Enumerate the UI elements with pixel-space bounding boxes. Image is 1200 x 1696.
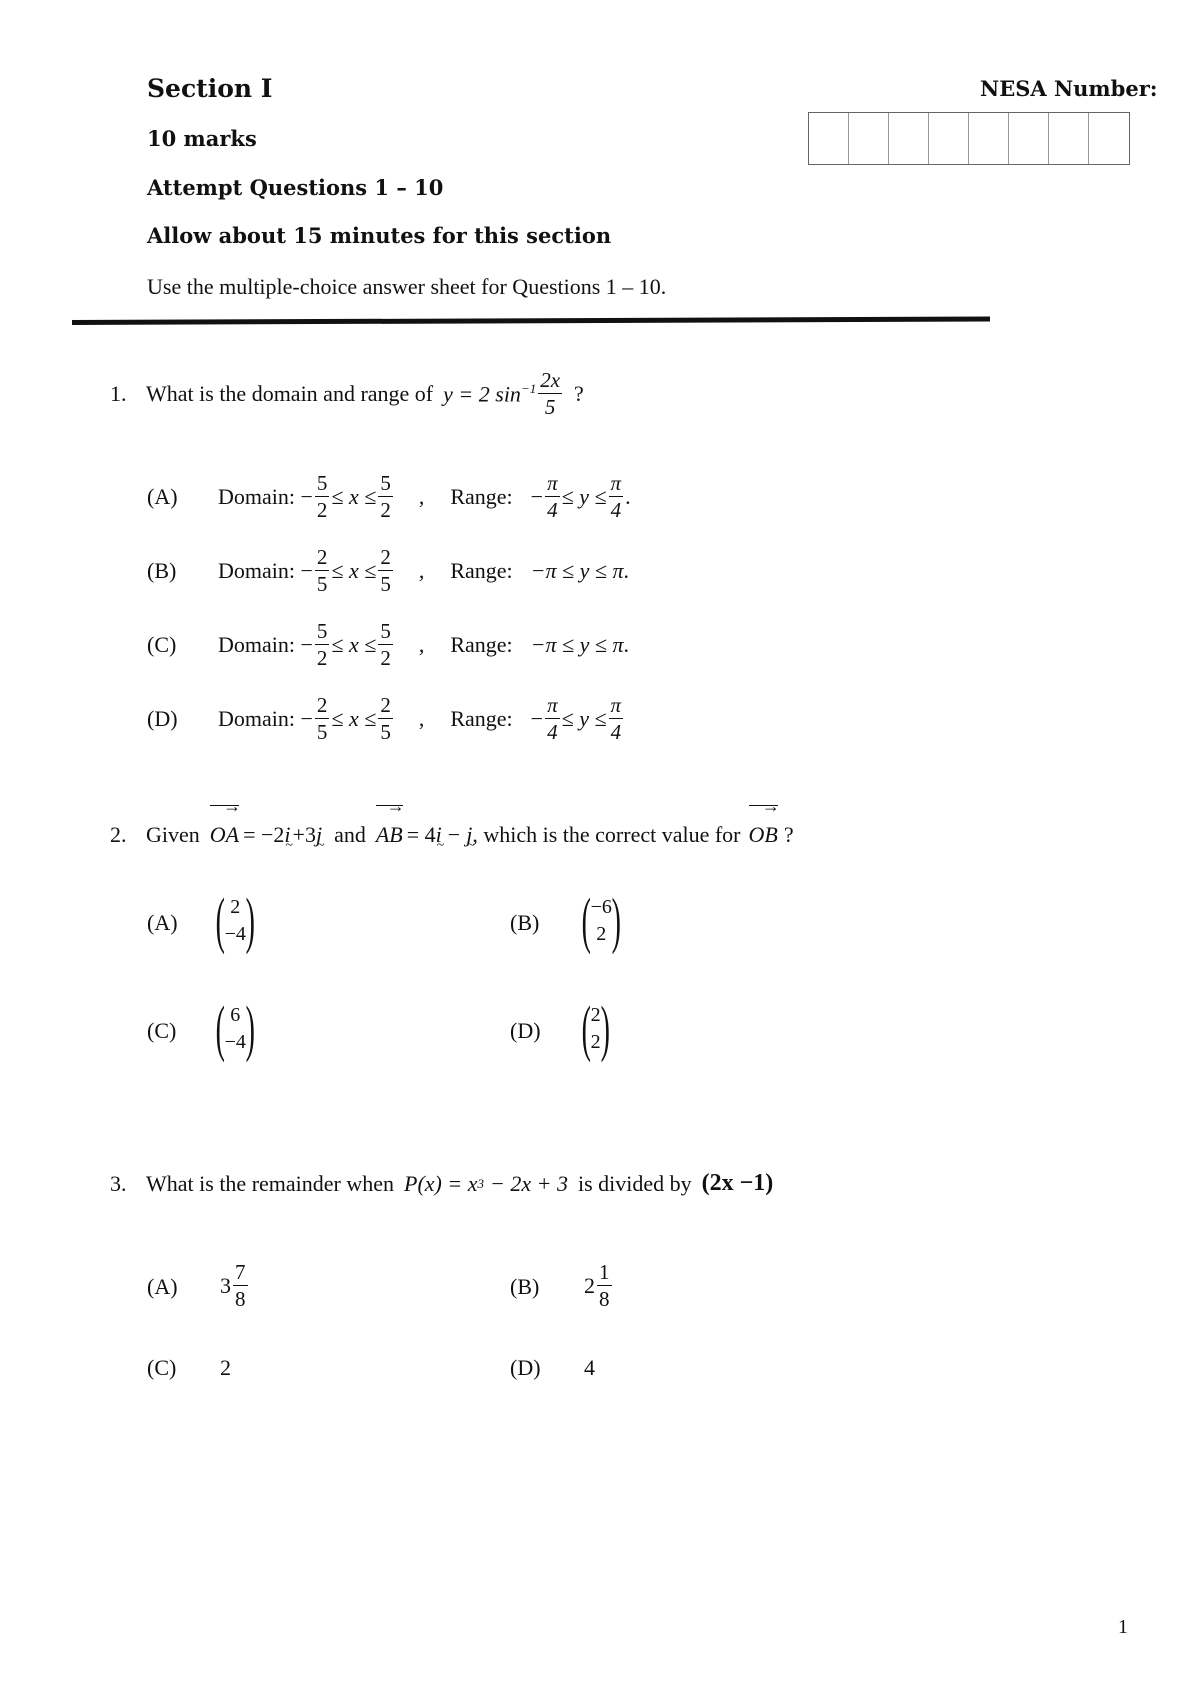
frac-den: 5 (544, 395, 556, 419)
right-paren: ) (611, 887, 621, 955)
option-d[interactable] (584, 1355, 595, 1381)
right-paren: ) (245, 887, 255, 955)
inequality: ≤ x ≤ (331, 558, 377, 583)
poly-sup: 3 (477, 1175, 484, 1191)
poly-rest: − 2x + 3 (489, 1170, 568, 1196)
frac-den: 5 (380, 572, 391, 596)
marks-text: 10 marks (147, 126, 257, 151)
section-title: Section I (147, 74, 273, 103)
frac-den: 2 (316, 646, 328, 670)
whole-part: 2 (584, 1273, 595, 1298)
question-stem: What is the remainder when (146, 1170, 395, 1196)
option-label[interactable]: (A) (147, 910, 178, 935)
vector-bottom: −4 (224, 923, 246, 945)
minus-sign: − (530, 706, 544, 731)
fraction (545, 695, 560, 743)
inequality: ≤ x ≤ (331, 706, 377, 731)
fraction (609, 473, 624, 521)
fraction (545, 473, 560, 521)
expr-sup: −1 (520, 380, 537, 396)
option-a[interactable] (218, 473, 631, 521)
oa-expr: = −2 (243, 822, 285, 847)
vector-oa: → OA (210, 822, 239, 848)
nesa-number-label: NESA Number: (980, 76, 1158, 101)
frac-num: 2 (380, 545, 391, 569)
nesa-digit-box[interactable] (889, 113, 929, 164)
column-vector (215, 995, 255, 1063)
frac-den: 4 (610, 498, 622, 522)
ab-expr: = 4 (406, 822, 436, 847)
comma: , (418, 706, 425, 731)
question-1 (110, 370, 584, 418)
frac-num: 1 (599, 1260, 610, 1284)
option-label[interactable]: (C) (147, 1018, 177, 1043)
expr-prefix: y = 2 sin (443, 381, 521, 407)
frac-num: 2 (380, 693, 391, 717)
left-paren: ( (215, 887, 225, 955)
divided-text: is divided by (577, 1170, 692, 1196)
option-a[interactable] (220, 1262, 250, 1310)
frac-num: 2 (316, 545, 328, 569)
range-label: Range: (450, 558, 513, 583)
range-label: Range: (450, 706, 513, 731)
frac-num: 2 (316, 693, 328, 717)
question-number: 3. (110, 1170, 127, 1196)
comma: , (418, 558, 425, 583)
vector-entries (223, 1002, 248, 1056)
answer-value: 4 (584, 1355, 595, 1380)
nesa-digit-box[interactable] (969, 113, 1009, 164)
column-vector (581, 995, 610, 1063)
frac-num: 5 (316, 471, 328, 495)
minus-sign: − (295, 632, 313, 657)
right-paren: ) (245, 995, 255, 1063)
oa-j: j ~ (316, 822, 322, 848)
frac-den: 8 (599, 1287, 610, 1311)
left-paren: ( (581, 995, 591, 1063)
question-number: 2. (110, 822, 127, 847)
question-mark: ? (783, 822, 794, 847)
nesa-number-boxes[interactable] (808, 112, 1130, 165)
range-label: Range: (450, 484, 513, 509)
page-number: 1 (1118, 1616, 1128, 1638)
fraction (378, 695, 393, 743)
option-a[interactable] (215, 887, 255, 955)
ab-minus: − (447, 822, 461, 847)
frac-num: 5 (380, 471, 391, 495)
vector-ob: → OB (749, 822, 778, 848)
option-label[interactable]: (D) (510, 1355, 541, 1380)
frac-num: π (547, 693, 558, 717)
option-b[interactable] (218, 547, 629, 595)
fraction (315, 547, 330, 595)
vector-bottom: −4 (224, 1031, 246, 1053)
right-paren: ) (600, 995, 610, 1063)
frac-den: 2 (380, 498, 391, 522)
end-mark: . (623, 632, 629, 657)
end-mark: . (625, 484, 631, 509)
frac-num: π (610, 693, 622, 717)
frac-den: 4 (547, 720, 558, 744)
option-b[interactable] (584, 1262, 614, 1310)
minus-sign: − (295, 706, 313, 731)
option-label[interactable]: (C) (147, 632, 177, 657)
comma: , (418, 632, 425, 657)
fraction (378, 621, 393, 669)
option-c[interactable] (218, 621, 629, 669)
divisor: (2x −1) (701, 1170, 774, 1196)
frac-den: 4 (547, 498, 558, 522)
option-label[interactable]: (B) (147, 558, 177, 583)
inequality: ≤ y ≤ (561, 484, 607, 509)
answer-value: 2 (220, 1355, 231, 1380)
minus-sign: − (295, 558, 313, 583)
frac-num: 2x (540, 368, 561, 392)
attempt-text: Attempt Questions 1 – 10 (147, 175, 444, 200)
vector-bottom: 2 (596, 923, 607, 945)
frac-den: 2 (380, 646, 391, 670)
fraction (378, 473, 393, 521)
and-text: and (334, 822, 366, 847)
frac-num: 5 (316, 619, 328, 643)
frac-num: 5 (380, 619, 391, 643)
q1-expression (443, 381, 536, 407)
inequality: ≤ y ≤ (561, 706, 607, 731)
fraction (378, 547, 393, 595)
option-label[interactable]: (B) (510, 1274, 540, 1299)
q1-expr-fraction (538, 370, 562, 418)
left-paren: ( (215, 995, 225, 1063)
question-number: 1. (110, 381, 127, 406)
oa-plus: +3 (292, 822, 316, 847)
nesa-digit-box[interactable] (1089, 113, 1129, 164)
option-c[interactable] (215, 995, 255, 1063)
option-label[interactable]: (D) (510, 1018, 541, 1043)
option-label[interactable]: (C) (147, 1355, 177, 1380)
domain-label: Domain: (218, 484, 295, 509)
ab-i: i ~ (436, 822, 442, 848)
end-mark: . (623, 558, 629, 583)
option-c[interactable] (220, 1355, 231, 1381)
option-label[interactable]: (D) (147, 706, 178, 731)
inequality: ≤ x ≤ (331, 632, 377, 657)
vector-top: 6 (230, 1004, 241, 1026)
vector-top: −6 (590, 896, 612, 918)
vector-top: 2 (230, 896, 241, 918)
ab-j: j ~ (466, 822, 472, 848)
option-label[interactable]: (A) (147, 1274, 178, 1299)
domain-label: Domain: (218, 558, 295, 583)
section-divider (72, 316, 990, 325)
minus-sign: − (530, 484, 544, 509)
frac-num: π (610, 471, 622, 495)
question-3 (110, 1170, 773, 1197)
given-text: Given (146, 822, 200, 847)
vector-bottom: 2 (590, 1031, 601, 1053)
nesa-digit-box[interactable] (1009, 113, 1049, 164)
nesa-digit-box[interactable] (1049, 113, 1089, 164)
column-vector (581, 887, 621, 955)
comma: , (418, 484, 425, 509)
allow-text: Allow about 15 minutes for this section (147, 223, 612, 248)
frac-den: 5 (316, 720, 328, 744)
fraction (597, 1262, 612, 1310)
option-label[interactable]: (B) (510, 910, 540, 935)
q2-tail: , which is the correct value for (472, 822, 741, 847)
fraction (609, 695, 624, 743)
frac-den: 8 (235, 1287, 246, 1311)
minus-sign: − (295, 484, 313, 509)
vector-entries (589, 894, 614, 948)
domain-label: Domain: (218, 632, 295, 657)
fraction (315, 621, 330, 669)
vector-entries (223, 894, 248, 948)
oa-i: i ~ (284, 822, 290, 848)
polynomial: P(x) = x (404, 1170, 478, 1196)
question-2 (110, 822, 794, 848)
nesa-digit-box[interactable] (809, 113, 849, 164)
frac-den: 4 (610, 720, 622, 744)
domain-label: Domain: (218, 706, 295, 731)
instruction-text: Use the multiple-choice answer sheet for Questions 1 – 10. (147, 274, 667, 299)
fraction (233, 1262, 248, 1310)
option-label[interactable]: (A) (147, 484, 178, 509)
range-label: Range: (450, 632, 513, 657)
option-d[interactable] (581, 995, 610, 1063)
nesa-digit-box[interactable] (849, 113, 889, 164)
range-expr: −π ≤ y ≤ π (530, 558, 624, 583)
option-b[interactable] (581, 887, 621, 955)
option-d[interactable] (218, 695, 625, 743)
vector-ab: → AB (376, 822, 403, 848)
whole-part: 3 (220, 1273, 231, 1298)
question-mark: ? (574, 381, 584, 406)
column-vector (215, 887, 255, 955)
frac-den: 2 (316, 498, 328, 522)
inequality: ≤ x ≤ (331, 484, 377, 509)
frac-num: 7 (235, 1260, 246, 1284)
frac-den: 5 (380, 720, 391, 744)
left-paren: ( (581, 887, 591, 955)
range-expr: −π ≤ y ≤ π (530, 632, 624, 657)
question-stem: What is the domain and range of (146, 381, 434, 406)
fraction (315, 473, 330, 521)
nesa-digit-box[interactable] (929, 113, 969, 164)
frac-den: 5 (316, 572, 328, 596)
frac-num: π (547, 471, 558, 495)
vector-top: 2 (590, 1004, 601, 1026)
fraction (315, 695, 330, 743)
